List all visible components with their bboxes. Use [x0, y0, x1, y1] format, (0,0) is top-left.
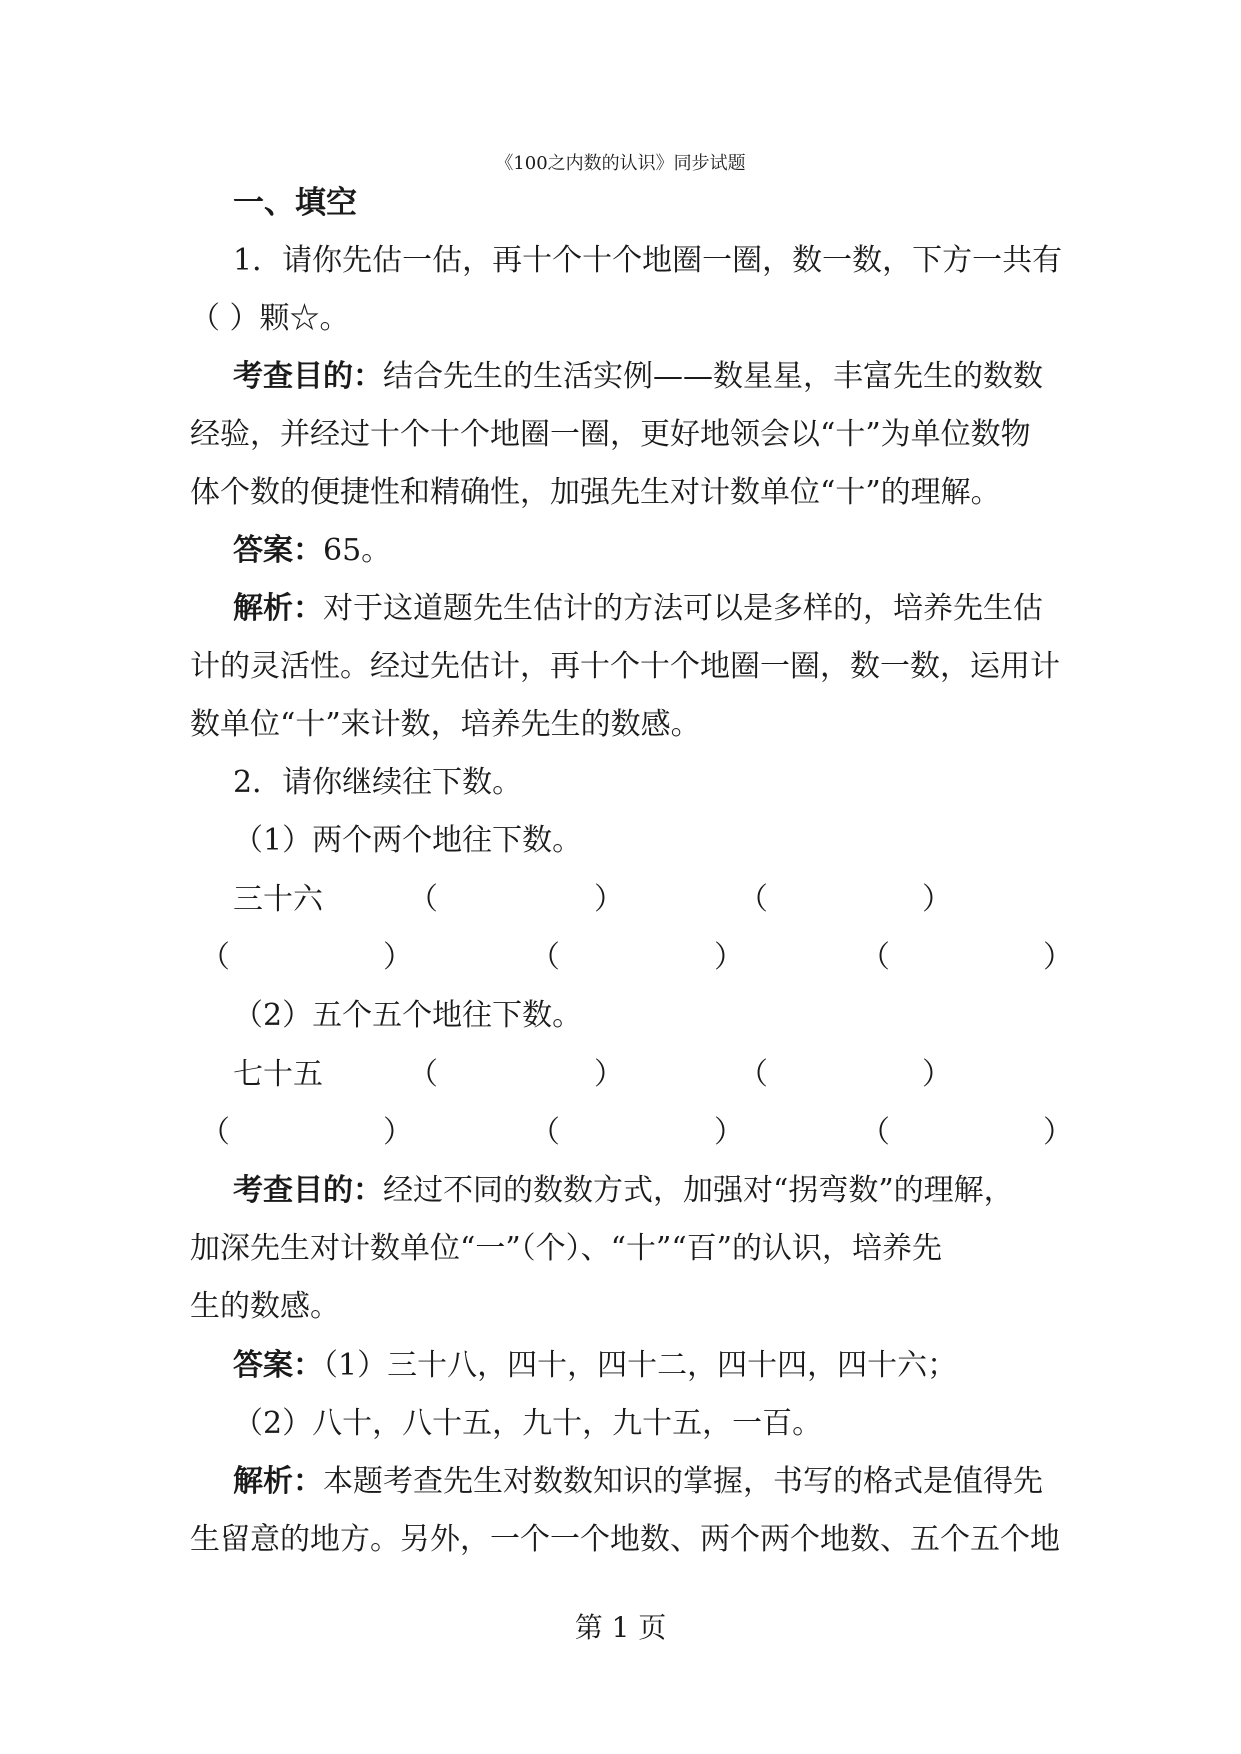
blank-close: ） [383, 940, 413, 975]
q2-purpose-text: 经过不同的数数方式，加强对“拐弯数”的理解， [383, 1173, 1014, 1208]
q2-part2-row2 [0, 1113, 1241, 1153]
q2-part2-label: （2）五个五个地往下数。 [233, 998, 583, 1033]
q2-stem: 2．请你继续往下数。 [233, 765, 523, 800]
blank-close: ） [383, 1115, 413, 1150]
q1-answer-text: 65。 [323, 533, 392, 568]
page-number: 第 1 页 [574, 1611, 667, 1644]
blank-open: （ [860, 940, 890, 975]
document-title: 《100之内数的认识》同步试题 [495, 153, 746, 174]
blank-close: ） [594, 1057, 624, 1092]
q1-stem-line2: （ ）颗☆。 [190, 301, 350, 336]
q1-answer-label: 答案： [233, 533, 323, 568]
q2-purpose-line3: 生的数感。 [190, 1289, 340, 1324]
q2-part1-start: 三十六 [233, 882, 323, 917]
q2-purpose-line2: 加深先生对计数单位“一”（个）、“十”“百”的认识，培养先 [190, 1231, 943, 1266]
q1-purpose-label: 考查目的： [233, 359, 383, 394]
q2-analysis-label: 解析： [233, 1464, 323, 1499]
blank-close: ） [922, 882, 952, 917]
q1-purpose-line2: 经验，并经过十个十个地圈一圈，更好地领会以“十”为单位数物 [190, 417, 1031, 452]
blank-open: （ [738, 1057, 768, 1092]
q1-analysis-line3: 数单位“十”来计数，培养先生的数感。 [190, 707, 701, 742]
q1-stem-line1: 1．请你先估一估，再十个十个地圈一圈，数一数，下方一共有 [233, 243, 1063, 278]
blank-open: （ [408, 1057, 438, 1092]
q1-analysis-label: 解析： [233, 591, 323, 626]
q2-answer-line1 [233, 1346, 957, 1386]
q2-part1-row2 [0, 938, 1241, 978]
q2-part1-label: （1）两个两个地往下数。 [233, 823, 583, 858]
blank-open: （ [530, 940, 560, 975]
blank-close: ） [594, 882, 624, 917]
q2-part1-row1 [0, 880, 1241, 920]
blank-close: ） [1043, 1115, 1073, 1150]
blank-open: （ [200, 940, 230, 975]
q1-purpose-line3: 体个数的便捷性和精确性，加强先生对计数单位“十”的理解。 [190, 475, 1001, 510]
q1-analysis-text: 对于这道题先生估计的方法可以是多样的，培养先生估 [323, 591, 1043, 626]
q2-answer-line2: （2）八十，八十五，九十，九十五，一百。 [233, 1406, 823, 1441]
blank-open: （ [408, 882, 438, 917]
blank-close: ） [1043, 940, 1073, 975]
q1-purpose-line1 [233, 357, 1043, 397]
section-heading: 一、填空 [233, 185, 357, 221]
blank-open: （ [860, 1115, 890, 1150]
blank-close: ） [922, 1057, 952, 1092]
blank-close: ） [714, 1115, 744, 1150]
q1-analysis-line1 [233, 589, 1043, 629]
q2-purpose-label: 考查目的： [233, 1173, 383, 1208]
q2-purpose-line1 [233, 1171, 1014, 1211]
blank-open: （ [530, 1115, 560, 1150]
blank-open: （ [738, 882, 768, 917]
q2-analysis-line2: 生留意的地方。另外，一个一个地数、两个两个地数、五个五个地 [190, 1522, 1060, 1557]
q2-answer-label: 答案： [233, 1348, 323, 1383]
q2-part2-row1 [0, 1055, 1241, 1095]
q2-part2-start: 七十五 [233, 1057, 323, 1092]
q2-analysis-text: 本题考查先生对数数知识的掌握，书写的格式是值得先 [323, 1464, 1043, 1499]
blank-open: （ [200, 1115, 230, 1150]
q2-answer-text: （1）三十八，四十，四十二，四十四，四十六； [323, 1348, 958, 1383]
blank-close: ） [714, 940, 744, 975]
q1-answer [233, 531, 391, 571]
q2-analysis-line1 [233, 1462, 1043, 1502]
q1-analysis-line2: 计的灵活性。经过先估计，再十个十个地圈一圈，数一数，运用计 [190, 649, 1060, 684]
q1-purpose-text: 结合先生的生活实例——数星星，丰富先生的数数 [383, 359, 1043, 394]
